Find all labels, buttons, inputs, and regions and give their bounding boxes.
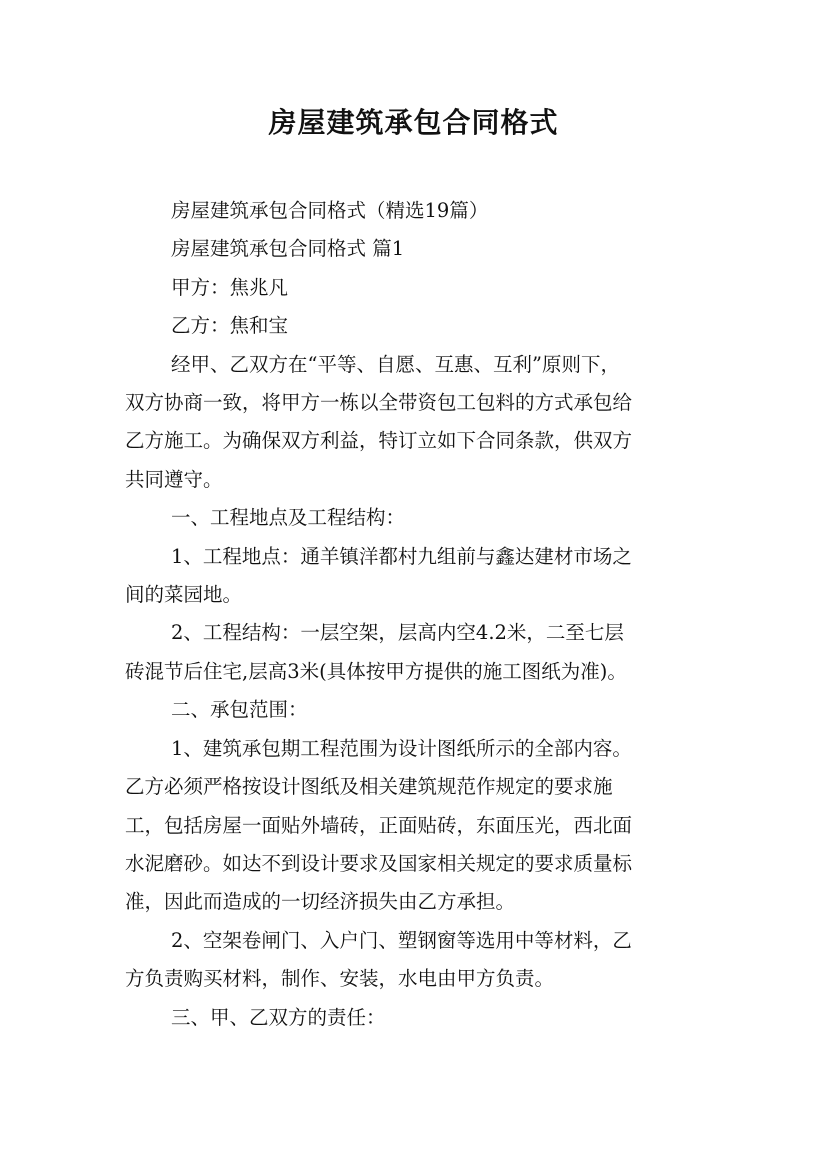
text-line: 房屋建筑承包合同格式（精选19篇） bbox=[171, 199, 489, 222]
text-line: 方负责购买材料，制作、安装，水电由甲方负责。 bbox=[125, 967, 555, 991]
paragraph-scope-1 bbox=[125, 730, 725, 922]
paragraph-structure bbox=[125, 614, 725, 691]
text-line: 一、工程地点及工程结构： bbox=[171, 506, 406, 530]
text-line: 1、工程地点：通羊镇洋都村九组前与鑫达建材市场之 bbox=[171, 544, 632, 568]
text-line: 2、空架卷闸门、入户门、塑钢窗等选用中等材料，乙 bbox=[171, 928, 632, 952]
text-line: 间的菜园地。 bbox=[125, 583, 243, 607]
text-line: 房屋建筑承包合同格式 篇1 bbox=[171, 237, 405, 261]
text-line: 共同遵守。 bbox=[125, 467, 223, 491]
paragraph-heading-location bbox=[125, 499, 725, 537]
text-line: 砖混节后住宅,层高3米(具体按甲方提供的施工图纸为准)。 bbox=[125, 659, 627, 683]
text-line: 三、甲、乙双方的责任： bbox=[171, 1005, 386, 1029]
paragraph-party-a bbox=[125, 269, 725, 307]
text-line: 乙方必须严格按设计图纸及相关建筑规范作规定的要求施 bbox=[125, 775, 613, 799]
document-title: 房屋建筑承包合同格式 bbox=[268, 106, 559, 139]
text-line: 甲方：焦兆凡 bbox=[171, 275, 289, 299]
text-line: 准，因此而造成的一切经济损失由乙方承担。 bbox=[125, 890, 516, 914]
paragraph-subtitle bbox=[125, 192, 725, 230]
text-line: 1、建筑承包期工程范围为设计图纸所示的全部内容。 bbox=[171, 736, 632, 760]
paragraph-heading-responsibilities bbox=[125, 999, 725, 1037]
text-line: 乙方：焦和宝 bbox=[171, 314, 289, 338]
paragraph-scope-2 bbox=[125, 922, 725, 999]
text-line: 二、承包范围： bbox=[171, 698, 308, 722]
paragraph-party-b bbox=[125, 307, 725, 345]
text-line: 水泥磨砂。如达不到设计要求及国家相关规定的要求质量标 bbox=[125, 851, 633, 875]
paragraph-heading-scope bbox=[125, 691, 725, 729]
text-line: 经甲、乙双方在“平等、自愿、互惠、互利”原则下， bbox=[171, 352, 620, 376]
text-line: 2、工程结构：一层空架，层高内空4.2米，二至七层 bbox=[171, 621, 624, 645]
paragraph-section-heading bbox=[125, 230, 725, 268]
document-body bbox=[125, 192, 725, 1037]
paragraph-location bbox=[125, 538, 725, 615]
text-line: 工，包括房屋一面贴外墙砖，正面贴砖，东面压光，西北面 bbox=[125, 813, 633, 837]
text-line: 乙方施工。为确保双方利益，特订立如下合同条款，供双方 bbox=[125, 429, 633, 453]
paragraph-preamble bbox=[125, 346, 725, 500]
text-line: 双方协商一致，将甲方一栋以全带资包工包料的方式承包给 bbox=[125, 391, 633, 415]
